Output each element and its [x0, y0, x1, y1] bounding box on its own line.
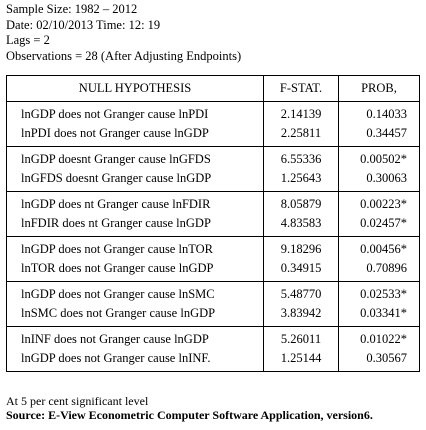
prob-value: 0.70896	[366, 261, 407, 275]
hypothesis-text: lnGDP does not Granger cause lnINF.	[21, 351, 211, 365]
prob-value: 0.02533*	[360, 287, 407, 301]
prob-value: 0.30567	[366, 351, 407, 365]
observations: Observations = 28 (After Adjusting Endpoints)	[6, 48, 242, 63]
f-stat-value: 1.25643	[280, 171, 322, 185]
granger-causality-table	[6, 75, 420, 372]
footnote: At 5 per cent significant level	[6, 394, 149, 408]
hypothesis-text-cell	[7, 282, 264, 327]
table-row	[7, 147, 420, 192]
f-stat-value: 0.34915	[280, 261, 322, 275]
f-stat-value: 5.26011	[280, 332, 322, 346]
hypothesis-text: lnINF does not Granger cause lnGDP	[21, 332, 209, 346]
prob-value: 0.01022*	[360, 332, 407, 346]
table-row	[7, 192, 420, 237]
prob-value: 0.02457*	[360, 216, 407, 230]
table-row	[7, 102, 420, 147]
table-header-row	[7, 76, 420, 102]
table-row	[7, 327, 420, 372]
lags: Lags = 2	[6, 33, 50, 47]
f-stat-value-cell	[264, 102, 339, 147]
prob-value: 0.34457	[366, 126, 407, 140]
prob-value-cell	[339, 237, 420, 282]
hypothesis-text: lnFDIR does nt Granger cause lnGDP	[21, 216, 211, 230]
hypothesis-text: lnGDP doesnt Granger cause lnGFDS	[21, 152, 211, 166]
f-stat-value: 3.83942	[280, 306, 322, 320]
prob-value: 0.00456*	[360, 242, 407, 256]
source-line: Source: E-View Econometric Computer Software Application, version6.	[6, 408, 373, 422]
header-null-hypothesis: NULL HYPOTHESIS	[7, 76, 264, 102]
f-stat-value-cell	[264, 192, 339, 237]
prob-value-cell	[339, 102, 420, 147]
f-stat-value-cell	[264, 147, 339, 192]
hypothesis-text-cell	[7, 327, 264, 372]
f-stat-value: 8.05879	[280, 197, 322, 211]
table-row	[7, 237, 420, 282]
prob-value: 0.00502*	[360, 152, 407, 166]
hypothesis-text-cell	[7, 147, 264, 192]
hypothesis-text: lnGDP does not Granger cause lnPDI	[21, 107, 209, 121]
f-stat-value-cell	[264, 282, 339, 327]
hypothesis-text: lnGDP does not Granger cause lnTOR	[21, 242, 213, 256]
hypothesis-text: lnGFDS doesnt Granger cause lnGDP	[21, 171, 212, 185]
prob-value: 0.03341*	[360, 306, 407, 320]
f-stat-value-cell	[264, 237, 339, 282]
f-stat-value: 6.55336	[280, 152, 322, 166]
hypothesis-text-cell	[7, 102, 264, 147]
hypothesis-text-cell	[7, 192, 264, 237]
f-stat-value: 1.25144	[280, 351, 322, 365]
hypothesis-text: lnGDP does nt Granger cause lnFDIR	[21, 197, 211, 211]
prob-value-cell	[339, 192, 420, 237]
hypothesis-text: lnSMC does not Granger cause lnGDP	[21, 306, 216, 320]
f-stat-value-cell	[264, 327, 339, 372]
f-stat-value: 4.83583	[280, 216, 322, 230]
f-stat-value: 9.18296	[280, 242, 322, 256]
f-stat-value: 2.14139	[280, 107, 322, 121]
footer	[6, 394, 373, 422]
f-stat-value: 5.48770	[280, 287, 322, 301]
prob-value: 0.14033	[366, 107, 407, 121]
hypothesis-text: lnTOR does not Granger cause lnGDP	[21, 261, 214, 275]
hypothesis-text-cell	[7, 237, 264, 282]
prob-value-cell	[339, 327, 420, 372]
sample-size: Sample Size: 1982 – 2012	[6, 2, 138, 16]
hypothesis-text: lnPDI does not Granger cause lnGDP	[21, 126, 209, 140]
prob-value-cell	[339, 282, 420, 327]
header-f-stat: F-STAT.	[264, 76, 339, 102]
table-row	[7, 282, 420, 327]
f-stat-value: 2.25811	[280, 126, 322, 140]
prob-value: 0.30063	[366, 171, 407, 185]
prob-value: 0.00223*	[360, 197, 407, 211]
metadata-block	[6, 2, 241, 64]
prob-value-cell	[339, 147, 420, 192]
header-prob: PROB,	[339, 76, 420, 102]
date-time: Date: 02/10/2013 Time: 12: 19	[6, 17, 161, 32]
hypothesis-text: lnGDP does not Granger cause lnSMC	[21, 287, 215, 301]
